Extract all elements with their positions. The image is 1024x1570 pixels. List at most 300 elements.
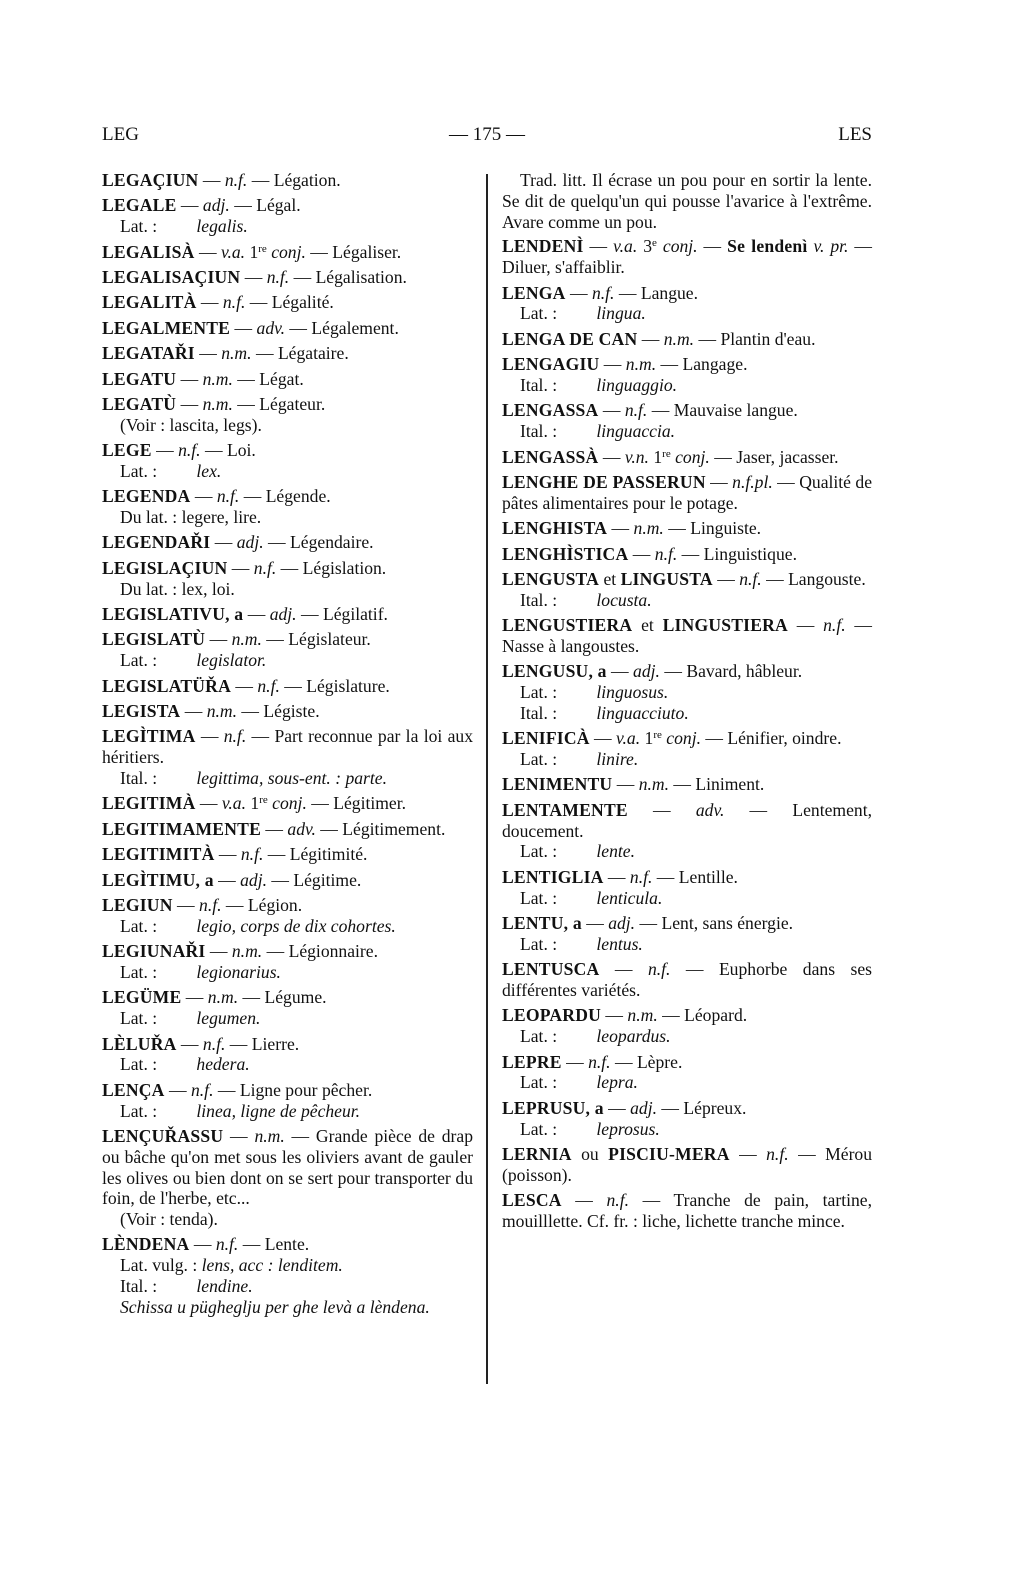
- em-dash: —: [164, 1079, 191, 1100]
- dictionary-entry: [102, 170, 473, 191]
- entry-note: (Voir : lascita, legs).: [120, 414, 262, 435]
- em-dash: —: [628, 1190, 674, 1211]
- part-of-speech: n.f.: [647, 959, 671, 980]
- definition: Légendaire.: [290, 532, 374, 553]
- part-of-speech: n.f.: [266, 266, 290, 287]
- dictionary-entry: [502, 867, 872, 909]
- definition: Légionnaire.: [288, 941, 378, 962]
- etymology-label: Ital. :: [520, 421, 558, 442]
- em-dash: —: [227, 557, 254, 578]
- etymology-label: Lat. :: [520, 887, 558, 908]
- em-dash: —: [599, 959, 648, 980]
- em-dash: —: [198, 170, 225, 190]
- part-of-speech: adj.: [608, 913, 636, 933]
- part-of-speech: n.f.: [624, 400, 648, 421]
- headword: LEGAÇIUN: [102, 170, 199, 190]
- right-column: [502, 170, 872, 1236]
- dictionary-entry: [502, 283, 872, 325]
- em-dash: —: [261, 629, 289, 650]
- definition: Bavard, hâbleur.: [686, 661, 803, 682]
- dictionary-entry: [502, 329, 872, 350]
- em-dash: —: [276, 557, 303, 578]
- em-dash: —: [232, 393, 260, 414]
- em-dash: —: [694, 328, 721, 349]
- definition: Légation.: [273, 170, 341, 190]
- em-dash: —: [194, 343, 222, 364]
- em-dash: —: [238, 987, 265, 1008]
- em-dash: —: [230, 675, 258, 696]
- em-dash: —: [627, 799, 696, 820]
- headword: LENIFICÀ: [502, 728, 590, 749]
- definition: Lent, sans énergie.: [661, 913, 794, 933]
- conjugation: 1re conj.: [249, 241, 306, 262]
- em-dash: —: [245, 292, 272, 313]
- dictionary-entry: [502, 774, 872, 795]
- part-of-speech: adv.: [256, 317, 286, 338]
- dictionary-entry: LERNIA ou PISCIU-MERA — n.f. — Mérou (poisson).: [502, 1143, 873, 1185]
- part-of-speech: n.f.: [240, 844, 264, 865]
- headword: LEGATU: [102, 368, 177, 389]
- part-of-speech: v.a.: [616, 728, 641, 749]
- etymology-label: Lat. :: [120, 1100, 158, 1121]
- em-dash: —: [788, 1143, 826, 1164]
- em-dash: —: [240, 266, 267, 287]
- em-dash: —: [712, 568, 740, 589]
- headword: LENGHE DE PASSERUN: [502, 471, 706, 492]
- em-dash: —: [583, 236, 614, 257]
- etymology-line: [502, 888, 872, 909]
- definition: Législation.: [302, 557, 387, 578]
- em-dash: —: [635, 913, 662, 933]
- dictionary-entry: [102, 604, 473, 625]
- headword: LEGIUNAŘI: [102, 941, 206, 962]
- etymology-label: Lat. :: [120, 961, 158, 982]
- dictionary-entry: [102, 844, 473, 865]
- headword: LENÇUŘASSU: [102, 1125, 224, 1146]
- part-of-speech: adj.: [202, 195, 230, 216]
- etymology-label: Lat. :: [520, 841, 558, 862]
- definition: Langue.: [640, 282, 698, 303]
- dictionary-entry: [102, 870, 473, 891]
- etymology-line: [502, 303, 872, 324]
- definition: Légateur.: [259, 393, 326, 414]
- headword: LEGITIMITÀ: [102, 844, 215, 865]
- em-dash: —: [670, 959, 719, 980]
- part-of-speech: n.f.: [178, 440, 201, 461]
- em-dash: —: [705, 471, 733, 492]
- headword: LENGUSTA: [502, 568, 600, 589]
- em-dash: —: [669, 774, 696, 795]
- etymology-source: hedera.: [196, 1054, 250, 1075]
- dictionary-entry: [502, 661, 872, 723]
- em-dash: —: [657, 1097, 684, 1118]
- em-dash: —: [657, 1005, 685, 1026]
- em-dash: —: [659, 661, 687, 682]
- etymology-source: leprosus.: [596, 1118, 660, 1139]
- headword: LENGASSA: [502, 400, 599, 421]
- definition: Diluer, s'affaiblir.: [502, 257, 625, 278]
- em-dash: —: [246, 726, 275, 747]
- em-dash: —: [237, 701, 264, 722]
- em-dash: —: [598, 400, 625, 421]
- etymology-line: [502, 703, 872, 724]
- dictionary-entry: [502, 447, 872, 468]
- dictionary-entry: [102, 242, 473, 263]
- etymology-line: [102, 1008, 473, 1029]
- etymology-line: [502, 1119, 872, 1140]
- etymology-line: [102, 1276, 473, 1297]
- dictionary-entry: [102, 987, 473, 1029]
- em-dash: —: [663, 518, 691, 539]
- part-of-speech: adv.: [287, 818, 316, 839]
- headword: LEPRUSU, a: [502, 1097, 604, 1118]
- dictionary-entry: [502, 959, 872, 1001]
- etymology-source: lingua.: [596, 303, 646, 324]
- column-divider: [486, 174, 488, 1384]
- headword: LEGISLATÙ: [102, 629, 206, 650]
- definition: Légalité.: [271, 292, 334, 313]
- definition: Euphorbe dans ses différentes variétés.: [502, 959, 873, 1000]
- definition: Légalement.: [311, 317, 399, 338]
- headword: LEGALISAÇIUN: [102, 266, 241, 287]
- em-dash: —: [213, 1079, 240, 1100]
- part-of-speech: n.m.: [625, 354, 657, 375]
- definition: Lénifier, oindre.: [727, 728, 842, 749]
- etymology-label: Lat. :: [520, 1072, 558, 1093]
- conjugation: 3e conj.: [643, 236, 698, 257]
- part-of-speech: v.n.: [624, 446, 649, 467]
- etymology-source: locusta.: [596, 589, 652, 610]
- part-of-speech: n.m.: [638, 774, 670, 795]
- headword: LENGAGIU: [502, 354, 600, 375]
- part-of-speech: n.m.: [221, 343, 252, 364]
- etymology-label: Ital. :: [520, 702, 558, 723]
- em-dash: —: [606, 661, 634, 682]
- em-dash: —: [284, 1125, 316, 1146]
- em-dash: —: [200, 440, 227, 461]
- em-dash: —: [176, 195, 203, 216]
- em-dash: —: [628, 543, 655, 564]
- etymology-source: legislator.: [196, 650, 267, 671]
- em-dash: —: [305, 241, 333, 262]
- dictionary-entry: [502, 1190, 872, 1232]
- dictionary-entry: [102, 532, 473, 553]
- part-of-speech: n.f.: [588, 1051, 611, 1072]
- em-dash: —: [195, 726, 224, 747]
- part-of-speech: n.m.: [231, 941, 263, 962]
- dictionary-entry: [102, 1234, 473, 1317]
- dictionary-entry: [102, 267, 473, 288]
- definition: Légal.: [256, 195, 301, 216]
- em-dash: —: [612, 774, 639, 795]
- em-dash: —: [194, 241, 221, 262]
- em-dash: —: [196, 292, 223, 313]
- em-dash: —: [787, 615, 824, 636]
- etymology-source: legumen.: [196, 1008, 261, 1029]
- part-of-speech: n.f.: [629, 866, 653, 887]
- headword: LENGA: [502, 282, 566, 303]
- em-dash: —: [709, 446, 737, 467]
- headword: LEGATÙ: [102, 393, 177, 414]
- etymology-line: [502, 421, 872, 442]
- etymology-line: [502, 590, 872, 611]
- dictionary-entry: [102, 1126, 473, 1230]
- etymology-line: [502, 934, 872, 955]
- etymology-label: Lat. :: [120, 1008, 158, 1029]
- headword: LENGHÌSTICA: [502, 543, 629, 564]
- continued-entry-text: Trad. litt. Il écrase un pou pour en sortir la lente. Se dit de quelqu'un qui pousse l'avarice à l'extrême. Avare comme un pou.: [502, 170, 872, 232]
- definition: Légataire.: [277, 343, 349, 364]
- definition: Légitimer.: [333, 793, 407, 814]
- etymology-line: [102, 1054, 473, 1075]
- definition: Linguiste.: [690, 518, 762, 539]
- part-of-speech: n.f.: [222, 292, 246, 313]
- em-dash: —: [190, 486, 217, 507]
- headword: LEGALISÀ: [102, 241, 195, 262]
- em-dash: —: [180, 701, 207, 722]
- em-dash: —: [172, 894, 200, 915]
- dictionary-entry: [502, 354, 872, 396]
- part-of-speech: n.f.: [202, 1033, 226, 1054]
- definition: Lierre.: [251, 1033, 300, 1054]
- em-dash: —: [601, 1005, 628, 1026]
- em-dash: —: [306, 793, 334, 814]
- page-number: — 175 —: [449, 124, 525, 145]
- em-dash: —: [238, 1234, 265, 1255]
- etymology-label: Lat. :: [120, 650, 158, 671]
- definition: Légende.: [265, 486, 331, 507]
- definition: Léopard.: [684, 1005, 748, 1026]
- em-dash: —: [181, 987, 208, 1008]
- headword: LENTAMENTE: [502, 799, 628, 820]
- headword: LESCA: [502, 1190, 562, 1211]
- em-dash: —: [296, 604, 323, 625]
- etymology-source: linguaccia.: [596, 421, 676, 442]
- definition: Légat.: [259, 368, 304, 389]
- em-dash: —: [656, 354, 683, 375]
- etymology-line: [102, 650, 473, 671]
- part-of-speech: n.f.: [253, 557, 277, 578]
- etymology-source: leopardus.: [596, 1026, 671, 1047]
- em-dash: —: [647, 400, 674, 421]
- definition: Légilatif.: [322, 604, 388, 625]
- etymology-line: [502, 749, 872, 770]
- headword: LENDENÌ: [502, 236, 584, 257]
- dictionary-entry: LENGUSTIERA et LINGUSTIERA — n.f. — Nasse à langoustes.: [502, 615, 872, 656]
- definition: Tranche de pain, tartine, mouilllette. Cf. fr. : liche, lichette tranche mince.: [502, 1190, 872, 1231]
- etymology-label: Lat. :: [520, 303, 558, 324]
- etymology-source: lenticula.: [596, 887, 663, 908]
- etymology-source: linea, ligne de pêcheur.: [196, 1100, 361, 1121]
- definition: Légitimement.: [342, 818, 446, 839]
- definition: Qualité de pâtes alimentaires pour le potage.: [502, 471, 872, 513]
- definition: Lentille.: [678, 866, 738, 887]
- part-of-speech: n.f.: [257, 675, 280, 696]
- etymology-label: Lat. :: [120, 1054, 158, 1075]
- em-dash: —: [176, 1033, 203, 1054]
- em-dash: —: [239, 486, 266, 507]
- part-of-speech: n.f.: [190, 1079, 214, 1100]
- headword: LEGENDAŘI: [102, 532, 211, 553]
- em-dash: —: [151, 440, 179, 461]
- right-guide-word: LES: [838, 124, 872, 145]
- etymology-line: [102, 962, 473, 983]
- entry-note: (Voir : tenda).: [120, 1209, 218, 1230]
- definition: Mérou (poisson).: [502, 1143, 873, 1185]
- em-dash: —: [677, 543, 704, 564]
- em-dash: —: [232, 368, 260, 389]
- etymology-line: [502, 375, 872, 396]
- headword: LEGÌTIMU, a: [102, 869, 214, 890]
- em-dash: —: [697, 236, 728, 257]
- em-dash: —: [561, 1051, 589, 1072]
- definition: Légion.: [247, 894, 303, 915]
- etymology-line: [102, 216, 473, 237]
- etymology-source: lex.: [196, 460, 222, 481]
- em-dash: —: [214, 844, 241, 865]
- part-of-speech: n.f.: [591, 282, 615, 303]
- part-of-speech: n.m.: [202, 393, 233, 414]
- etymology-line: [502, 1072, 872, 1093]
- part-of-speech: v. pr.: [813, 236, 849, 257]
- alternate-headword: PISCIU-MERA: [608, 1143, 730, 1164]
- etymology-line: [102, 1255, 473, 1276]
- dictionary-entry: [102, 343, 473, 364]
- etymology-label: Lat. :: [520, 1118, 558, 1139]
- headword: LENTUSCA: [502, 959, 600, 980]
- etymology-source: lendine.: [196, 1276, 253, 1297]
- headword: LEGALMENTE: [102, 317, 231, 338]
- dictionary-entry: [502, 236, 872, 278]
- dictionary-entry: LENGUSTA et LINGUSTA — n.f. — Langouste. Ital. : locusta.: [502, 569, 872, 611]
- etymology-label: Lat. :: [520, 682, 558, 703]
- left-column: [102, 170, 473, 1322]
- definition: Législateur.: [288, 629, 371, 650]
- definition: Législature.: [306, 675, 390, 696]
- dictionary-entry: [102, 895, 473, 937]
- dictionary-entry: [102, 195, 473, 237]
- em-dash: —: [189, 1234, 216, 1255]
- headword: LEPRE: [502, 1051, 562, 1072]
- definition: Lèpre.: [636, 1051, 683, 1072]
- headword: LEGISLAÇIUN: [102, 557, 228, 578]
- etymology-source: linguaggio.: [596, 374, 678, 395]
- dictionary-entry: [102, 292, 473, 313]
- em-dash: —: [598, 446, 625, 467]
- em-dash: —: [263, 844, 290, 865]
- headword: LEGÜME: [102, 987, 182, 1008]
- dictionary-entry: [102, 819, 473, 840]
- part-of-speech: adv.: [695, 799, 725, 820]
- dictionary-entry: [102, 676, 473, 697]
- em-dash: —: [221, 894, 248, 915]
- dictionary-entry: [102, 726, 473, 788]
- em-dash: —: [225, 1033, 252, 1054]
- dictionary-entry: [502, 1098, 872, 1140]
- dictionary-entry: [102, 486, 473, 528]
- headword: LENIMENTU: [502, 774, 613, 795]
- em-dash: —: [565, 282, 592, 303]
- em-dash: —: [603, 1097, 631, 1118]
- part-of-speech: n.m.: [207, 987, 239, 1008]
- em-dash: —: [251, 343, 278, 364]
- etymology-label: Ital. :: [120, 1276, 158, 1297]
- reflexive-headword: Se lendenì: [727, 236, 808, 257]
- headword: LEOPARDU: [502, 1005, 602, 1026]
- part-of-speech: adj.: [630, 1097, 657, 1118]
- definition: Grande pièce de drap ou bâche qu'on met sous les oliviers avant de gauler les olives ou bien dont on se sert pour transporter du foin, de l'herbe, etc...: [102, 1125, 474, 1209]
- part-of-speech: n.f.: [654, 543, 678, 564]
- etymology-source: lepra.: [596, 1072, 638, 1093]
- headword: LEGISTA: [102, 701, 181, 722]
- em-dash: —: [176, 393, 203, 414]
- part-of-speech: adj.: [633, 661, 660, 682]
- part-of-speech: n.f.: [215, 1234, 239, 1255]
- em-dash: —: [261, 818, 288, 839]
- em-dash: —: [223, 1125, 255, 1146]
- part-of-speech: n.f.: [606, 1190, 629, 1211]
- part-of-speech: n.f.: [823, 615, 846, 636]
- part-of-speech: n.f.: [224, 170, 248, 190]
- dictionary-entry: [502, 518, 872, 539]
- etymology-label: Ital. :: [520, 589, 558, 610]
- etymology-source: lente.: [596, 841, 635, 862]
- etymology-source: legittima, sous-ent. : parte.: [196, 768, 387, 789]
- dictionary-entry: [502, 800, 872, 862]
- etymology-label: Lat. :: [120, 460, 158, 481]
- em-dash: —: [263, 532, 291, 553]
- part-of-speech: n.m.: [202, 368, 233, 389]
- etymology-source: legionarius.: [196, 961, 281, 982]
- part-of-speech: v.a.: [221, 793, 246, 814]
- etymology-line: [502, 841, 872, 862]
- etymology-label: Lat. :: [120, 216, 158, 237]
- headword: LÈLUŘA: [102, 1033, 177, 1054]
- headword: LENGUSTIERA: [502, 615, 633, 636]
- headword: LEGISLATIVU, a: [102, 604, 244, 625]
- em-dash: —: [772, 471, 800, 492]
- entry-note: Du lat. : lex, loi.: [120, 578, 235, 599]
- dictionary-entry: [502, 728, 872, 770]
- em-dash: —: [589, 728, 617, 749]
- headword: LEGALE: [102, 195, 177, 216]
- part-of-speech: n.m.: [627, 1005, 658, 1026]
- headword: LERNIA: [502, 1143, 572, 1164]
- part-of-speech: n.f.: [739, 568, 762, 589]
- em-dash: —: [243, 604, 270, 625]
- dictionary-entry: [502, 544, 872, 565]
- definition: Langage.: [682, 354, 748, 375]
- definition: Part reconnue par la loi aux héritiers.: [102, 726, 473, 768]
- etymology-label: Lat. :: [520, 933, 558, 954]
- definition: Ligne pour pêcher.: [239, 1079, 373, 1100]
- definition: Légitimité.: [289, 844, 368, 865]
- definition: Légalisation.: [315, 266, 407, 287]
- headword: LEGENDA: [102, 486, 191, 507]
- dictionary-entry: [102, 701, 473, 722]
- etymology-line: [502, 1026, 872, 1047]
- part-of-speech: adj.: [269, 604, 297, 625]
- headword: LEGE: [102, 440, 152, 461]
- definition: Nasse à langoustes.: [502, 635, 640, 656]
- headword: LEGITIMAMENTE: [102, 818, 262, 839]
- em-dash: —: [262, 941, 289, 962]
- definition: Linguistique.: [703, 543, 797, 564]
- dictionary-entry: [502, 400, 872, 442]
- dictionary-entry: [102, 941, 473, 983]
- entry-note: Du lat. : legere, lire.: [120, 507, 262, 528]
- part-of-speech: v.a.: [220, 241, 246, 262]
